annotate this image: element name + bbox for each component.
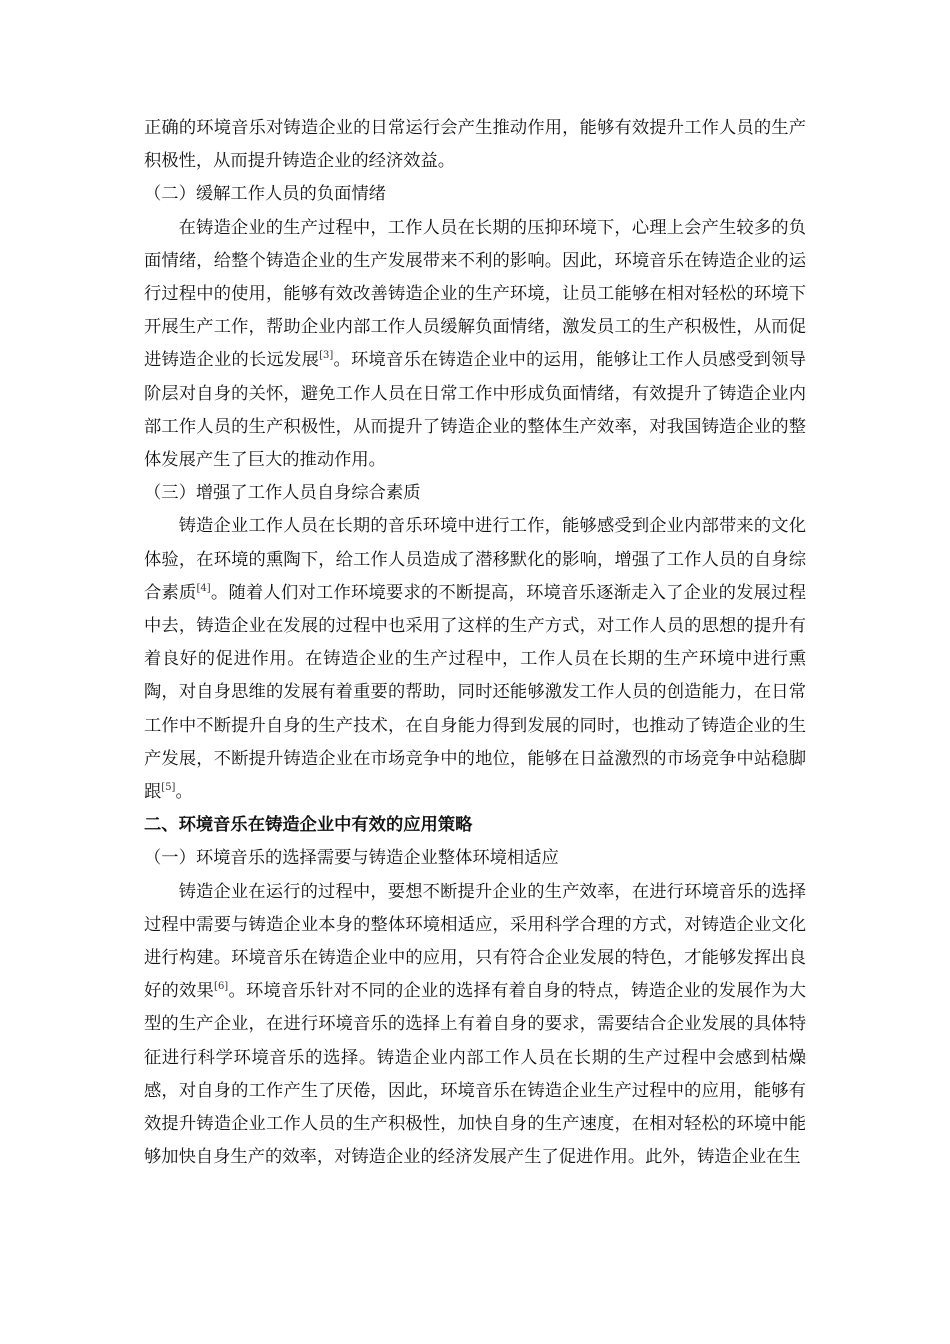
citation-4: [4] <box>196 582 211 594</box>
section-heading-3: （三）增强了工作人员自身综合素质 <box>144 483 421 504</box>
paragraph-4-text-a: 铸造企业在运行的过程中，要想不断提升企业的生产效率，在进行环境音乐的选择过程中需要与铸造企业本身的整体环境相适应，采用科学合理的方式，对铸造企业文化进行构建。环境音乐在铸造企业中的应用，只有符合企业发展的特色，才能够发挥出良好的效果 <box>144 881 806 1002</box>
paragraph-3-text-c: 。 <box>175 782 193 803</box>
section-heading-4: （一）环境音乐的选择需要与铸造企业整体环境相适应 <box>144 848 559 869</box>
paragraph-3 <box>144 510 806 809</box>
document-body <box>144 112 806 1175</box>
paragraph-2 <box>144 212 806 478</box>
paragraph-3-text-a: 铸造企业工作人员在长期的音乐环境中进行工作，能够感受到企业内部带来的文化体验，在环境的熏陶下，给工作人员造成了潜移默化的影响，增强了工作人员的自身综合素质 <box>144 516 806 603</box>
paragraph-3-text-b: 。随着人们对工作环境要求的不断提高，环境音乐逐渐走入了企业的发展过程中去，铸造企业在发展的过程中也采用了这样的生产方式，对工作人员的思想的提升有着良好的促进作用。在铸造企业的生产过程中，工作人员在长期的生产环境中进行熏陶，对自身思维的发展有着重要的帮助，同时还能够激发工作人员的创造能力，在日常工作中不断提升自身的生产技术，在自身能力得到发展的同时，也推动了铸造企业的生产发展，不断提升铸造企业在市场竞争中的地位，能够在日益激烈的市场竞争中站稳脚跟 <box>144 582 806 803</box>
paragraph-4 <box>144 876 806 1175</box>
citation-3: [3] <box>319 350 334 362</box>
section-heading-2: （二）缓解工作人员的负面情绪 <box>144 184 386 205</box>
citation-5: [5] <box>161 782 176 794</box>
paragraph-4-text-b: 。环境音乐针对不同的企业的选择有着自身的特点，铸造企业的发展作为大型的生产企业，在进行环境音乐的选择上有着自身的要求，需要结合企业发展的具体特征进行科学环境音乐的选择。铸造企业内部工作人员在长期的生产过程中会感到枯燥感，对自身的工作产生了厌倦，因此，环境音乐在铸造企业生产过程中的应用，能够有效提升铸造企业工作人员的生产积极性，加快自身的生产速度，在相对轻松的环境中能够加快自身生产的效率，对铸造企业的经济发展产生了促进作用。此外，铸造企业在生 <box>144 981 806 1168</box>
paragraph-2-text-a: 在铸造企业的生产过程中，工作人员在长期的压抑环境下，心理上会产生较多的负面情绪，给整个铸造企业的生产发展带来不利的影响。因此，环境音乐在铸造企业的运行过程中的使用，能够有效改善铸造企业的生产环境，让员工能够在相对轻松的环境下开展生产工作，帮助企业内部工作人员缓解负面情绪，激发员工的生产积极性，从而促进铸造企业的长远发展 <box>144 217 806 371</box>
paragraph-2-text-b: 。环境音乐在铸造企业中的运用，能够让工作人员感受到领导阶层对自身的关怀，避免工作人员在日常工作中形成负面情绪，有效提升了铸造企业内部工作人员的生产积极性，从而提升了铸造企业的整体生产效率，对我国铸造企业的整体发展产生了巨大的推动作用。 <box>144 350 806 471</box>
intro-paragraph: 正确的环境音乐对铸造企业的日常运行会产生推动作用，能够有效提升工作人员的生产积极性，从而提升铸造企业的经济效益。 <box>144 118 806 172</box>
main-heading: 二、环境音乐在铸造企业中有效的应用策略 <box>144 815 473 836</box>
citation-6: [6] <box>214 981 229 993</box>
